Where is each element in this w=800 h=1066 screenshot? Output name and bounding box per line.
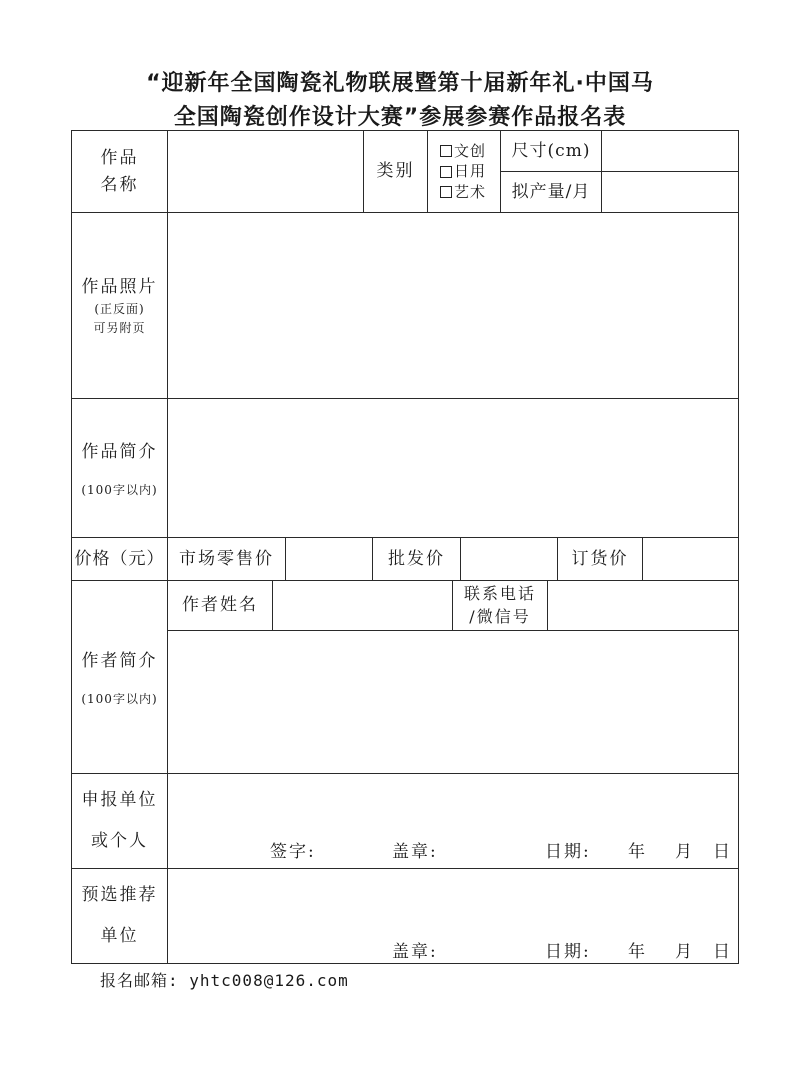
photo-field[interactable] (168, 213, 738, 398)
applicant-field[interactable] (168, 774, 738, 868)
author-intro-label (72, 581, 167, 773)
author-intro-label-text: 作者简介 (81, 651, 158, 672)
year-label: 年 (628, 842, 647, 862)
size-label: 尺寸(cm) (511, 140, 591, 161)
wholesale-price-label: 批发价 (388, 548, 445, 569)
category-option-yishu[interactable] (440, 182, 486, 202)
applicant-label (72, 774, 167, 868)
work-name-field[interactable] (168, 131, 363, 212)
author-name-label: 作者姓名 (182, 595, 258, 616)
recommender-day-label: 日 (713, 942, 732, 962)
checkbox-icon (440, 166, 452, 178)
author-intro-note: (100字以内) (81, 691, 158, 706)
photo-note-sides: (正反面) (94, 302, 145, 317)
checkbox-icon (440, 145, 452, 157)
stamp-label: 盖章: (392, 842, 438, 862)
author-name-field[interactable] (273, 581, 452, 630)
photo-label (72, 213, 167, 398)
month-label: 月 (675, 842, 694, 862)
recommender-label-line-1: 预选推荐 (81, 885, 158, 906)
signature-label: 签字: (270, 842, 316, 862)
work-name-label-line-2: 名称 (100, 174, 139, 195)
contact-label (453, 581, 547, 630)
work-intro-label (72, 399, 167, 537)
work-intro-field[interactable] (168, 399, 738, 537)
day-label: 日 (713, 842, 732, 862)
order-price-label: 订货价 (571, 548, 629, 569)
author-intro-field[interactable] (168, 631, 738, 773)
contact-label-line-2: /微信号 (469, 606, 531, 626)
form-title-line-1: “迎新年全国陶瓷礼物联展暨第十届新年礼·中国马 (146, 71, 654, 96)
recommender-stamp-label: 盖章: (392, 942, 438, 962)
recommender-date-label: 日期: (545, 942, 591, 962)
checkbox-icon (440, 186, 452, 198)
recommender-year-label: 年 (628, 942, 647, 962)
photo-label-text: 作品照片 (81, 276, 158, 297)
retail-price-field[interactable] (286, 538, 372, 580)
category-label: 类别 (376, 161, 415, 182)
form-title-line-2: 全国陶瓷创作设计大赛”参展参赛作品报名表 (173, 105, 627, 130)
retail-price-label: 市场零售价 (179, 548, 274, 569)
category-option-riyong[interactable] (440, 161, 486, 181)
category-option-label: 艺术 (454, 182, 487, 201)
category-option-label: 日用 (454, 162, 487, 181)
category-option-label: 文创 (454, 142, 487, 161)
production-field[interactable] (602, 172, 738, 212)
recommender-field[interactable] (168, 869, 738, 963)
contact-label-line-1: 联系电话 (463, 584, 536, 604)
work-name-label (72, 131, 167, 212)
date-label: 日期: (545, 842, 591, 862)
contact-field[interactable] (548, 581, 738, 630)
size-field[interactable] (602, 131, 738, 171)
registration-email: 报名邮箱: yhtc008@126.com (100, 971, 349, 990)
work-intro-note: (100字以内) (81, 482, 158, 497)
table-border-bottom (71, 963, 739, 964)
price-label: 价格（元） (74, 548, 165, 569)
recommender-label-line-2: 单位 (100, 926, 139, 946)
production-label: 拟产量/月 (511, 181, 591, 202)
order-price-field[interactable] (643, 538, 738, 580)
recommender-month-label: 月 (675, 942, 694, 962)
category-option-wenchuang[interactable] (440, 141, 486, 161)
photo-note-attach: 可另附页 (93, 320, 146, 335)
work-intro-label-text: 作品简介 (81, 442, 158, 463)
work-name-label-line-1: 作品 (100, 148, 139, 169)
applicant-label-line-2: 或个人 (91, 831, 148, 851)
table-border-right (738, 130, 739, 964)
applicant-label-line-1: 申报单位 (81, 790, 158, 811)
wholesale-price-field[interactable] (461, 538, 557, 580)
category-options (428, 131, 500, 212)
recommender-label (72, 869, 167, 963)
